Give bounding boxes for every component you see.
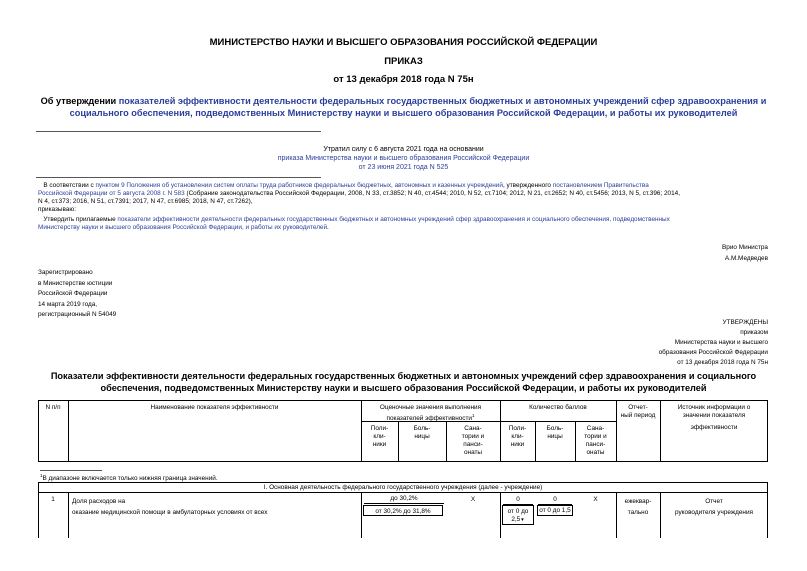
preamble-text-3: (Собрание законодательства Российской Федерации, 2008, N 33, ст.3852; N 40, ст.4544; 2010, N 52, ст.7104; 2012, N 21, ст.2652; N 40, ст.5456; 2013, N 5, ст.396; 2014, [186, 190, 680, 197]
divider-top [36, 131, 321, 132]
row1-p2-poly-1: от 0 до [507, 508, 529, 515]
row1-source-1: Отчет [705, 498, 723, 505]
sub-san-est-2: тории и [461, 433, 485, 440]
row1-name-2: оказание медицинской помощи в амбулаторных условиях от всех [72, 509, 268, 516]
col-sep [68, 493, 69, 538]
status-link-1[interactable]: приказа Министерства науки и высшего образования Российской Федерации [277, 155, 530, 162]
status-note [0, 145, 807, 172]
approve-link-2[interactable]: Министерству науки и высшего образования Российской Федерации, и работы их руководителей [38, 224, 328, 231]
preamble-line-3: N 4, ст.373; 2016, N 51, ст.7391; 2017, N 47, ст.6985; 2018, N 47, ст.7262), [38, 198, 253, 205]
annex-title-line-1: Показатели эффективности деятельности федеральных государственных бюджетных и автономных учреждений сфер здравоохранения и социального [50, 371, 757, 381]
status-link-2[interactable]: от 23 июня 2021 года N 525 [358, 164, 449, 171]
signature-role: Врио Министра [722, 244, 768, 251]
row1-p2-poly [502, 505, 534, 525]
row1-p2-poly-2 [503, 516, 533, 524]
sub-san-pts-4: онаты [586, 449, 605, 456]
th-number: N п/п [45, 404, 61, 411]
registration-line-2: в Министерстве юстиции [38, 279, 113, 287]
preamble-link-3[interactable]: Российской Федерации от 5 августа 2008 г. N 583 [38, 190, 185, 197]
preamble-text-2: , утвержденного [502, 182, 551, 189]
status-line-1: Утратил силу с 6 августа 2021 года на основании [323, 146, 484, 153]
th-period [616, 404, 660, 420]
col-sep [361, 493, 362, 538]
title-link-2[interactable]: социального обеспечения, подведомственных Министерству науки и высшего образования Российской Федерации, и работы их руководителей [69, 108, 738, 118]
footnote-text: В диапазоне включается только нижняя граница значений. [42, 475, 218, 483]
footnote-rule [40, 470, 102, 471]
row1-name-1: Доля расходов на [72, 498, 126, 505]
sub-san-est-3: панси- [463, 441, 483, 448]
sub-san-est-1: Сана- [464, 425, 482, 432]
registration-block [38, 268, 116, 321]
sub-poly-pts-1: Поли- [508, 425, 527, 432]
preamble-line-2 [38, 190, 772, 198]
approve-link-1[interactable]: показатели эффективности деятельности федеральных государственных бюджетных и автономных учреждений сфер здравоохранения и социального обеспечения, подведомственных [117, 216, 670, 223]
sub-bol-pts [535, 425, 575, 441]
row1-period-1: ежеквар- [624, 498, 652, 505]
sub-bol-est-2: ницы [414, 433, 430, 440]
row1-x1: Х [470, 496, 476, 503]
th-estimates-1: Оценочные значения выполнения [379, 404, 482, 411]
th-points: Количество баллов [529, 404, 587, 411]
row1-num: 1 [51, 496, 55, 503]
preamble-link-2[interactable]: постановлением Правительства [552, 182, 649, 189]
divider-middle [36, 177, 321, 178]
row1-est-1: до 30,2% [364, 495, 444, 504]
annex-title-line-2: обеспечения, подведомственных Министерству науки и высшего образования Российской Федерации, и работы их руководителей [100, 383, 707, 393]
row1-p2-bol: от 0 до 1,5 [537, 505, 573, 516]
approved-line-3: Министерства науки и высшего [674, 339, 768, 346]
title-link-1[interactable]: показателей эффективности деятельности федеральных государственных бюджетных и автономных учреждений сфер здравоохранения и [118, 96, 767, 106]
footnote-ref-icon[interactable]: ▼ [520, 517, 525, 522]
row1-p1-poly: 0 [503, 496, 533, 505]
th-period-1: Отчет- [628, 404, 648, 411]
sub-san-pts-2: тории и [584, 433, 607, 440]
th-source-1: Источник информации о [677, 404, 751, 411]
registration-line-3: Российской Федерации [38, 290, 108, 297]
row1-name [72, 496, 267, 518]
row1-source-2: руководителя учреждения [675, 509, 753, 516]
preamble-text-1: В соответствии с [43, 182, 94, 189]
th-estimates [361, 404, 500, 423]
sub-bol-pts-2: ницы [547, 433, 563, 440]
approve-text: Утвердить прилагаемые [43, 216, 116, 223]
th-estimates-2 [361, 412, 500, 423]
row1-period-2: тально [627, 509, 649, 516]
sub-poly-est-2: кли- [373, 433, 386, 440]
row1-p2-poly-value: 2,5 [511, 516, 521, 523]
sub-poly-pts-3: ники [510, 441, 525, 448]
sub-san-pts-1: Сана- [586, 425, 605, 432]
doc-type: ПРИКАЗ [384, 56, 423, 67]
th-name: Наименование показателя эффективности [150, 404, 279, 411]
approved-line-5: от 13 декабря 2018 года N 75н [677, 359, 768, 366]
registration-line-1: Зарегистрировано [38, 269, 93, 276]
sub-bol-pts-1: Боль- [546, 425, 564, 432]
signature-name: А.М.Медведев [724, 255, 768, 262]
sub-poly-est-3: ники [372, 441, 387, 448]
sub-bol-est-1: Боль- [413, 425, 431, 432]
approved-line-1: УТВЕРЖДЕНЫ [722, 319, 768, 326]
th-source [660, 404, 768, 432]
approve-paragraph [38, 216, 772, 232]
sub-bol-est [398, 425, 446, 441]
sub-sep [500, 421, 616, 422]
row1-x2: Х [593, 496, 598, 503]
preamble-link-1[interactable]: пунктом 9 Положения об установлении систем оплаты труда работников федеральных бюджетных, автономных и казенных учреждений [95, 182, 503, 189]
signature [600, 244, 768, 263]
row1-est-2: от 30,2% до 31,8% [363, 505, 443, 516]
th-source-2: значении показателя [682, 412, 746, 419]
annex-title [0, 370, 807, 394]
row1-period [616, 496, 660, 518]
th-period-2: ный период [620, 412, 656, 419]
th-estimates-2-text: показателей эффективности [386, 415, 472, 423]
sub-san-est [446, 425, 500, 457]
row1-p1-bol: 0 [538, 496, 572, 505]
registration-line-4: 14 марта 2019 года, [38, 300, 98, 308]
section-title: I. Основная деятельность федерального государственного учреждения (далее - учреждение) [263, 484, 543, 491]
sub-poly-pts [500, 425, 535, 449]
footnote-mark: 1 [40, 473, 43, 478]
ministry-title: МИНИСТЕРСТВО НАУКИ И ВЫСШЕГО ОБРАЗОВАНИЯ РОССИЙСКОЙ ФЕДЕРАЦИИ [209, 37, 598, 48]
approved-line-4: образования Российской Федерации [658, 349, 768, 356]
sub-poly-est-1: Поли- [370, 425, 389, 432]
sub-san-pts-3: панси- [585, 441, 606, 448]
col-sep [500, 493, 501, 538]
th-footnote-ref[interactable]: 1 [471, 413, 475, 418]
row1-source [660, 496, 768, 518]
th-source-3: эффективности [690, 424, 738, 431]
sub-poly-est [361, 425, 398, 449]
approved-line-2: приказом [740, 329, 768, 336]
registration-line-5: регистрационный N 54049 [38, 311, 117, 318]
sub-san-est-4: онаты [463, 449, 483, 456]
approved-block [560, 318, 768, 368]
sub-san-pts [575, 425, 616, 457]
doc-title [0, 95, 807, 119]
doc-date: от 13 декабря 2018 года N 75н [333, 74, 474, 85]
approve-end: . [327, 224, 329, 231]
order-word: приказываю: [38, 206, 76, 213]
preamble-line-1 [38, 182, 772, 190]
sub-poly-pts-2: кли- [511, 433, 524, 440]
preamble [38, 182, 772, 232]
title-prefix: Об утверждении [40, 96, 117, 106]
